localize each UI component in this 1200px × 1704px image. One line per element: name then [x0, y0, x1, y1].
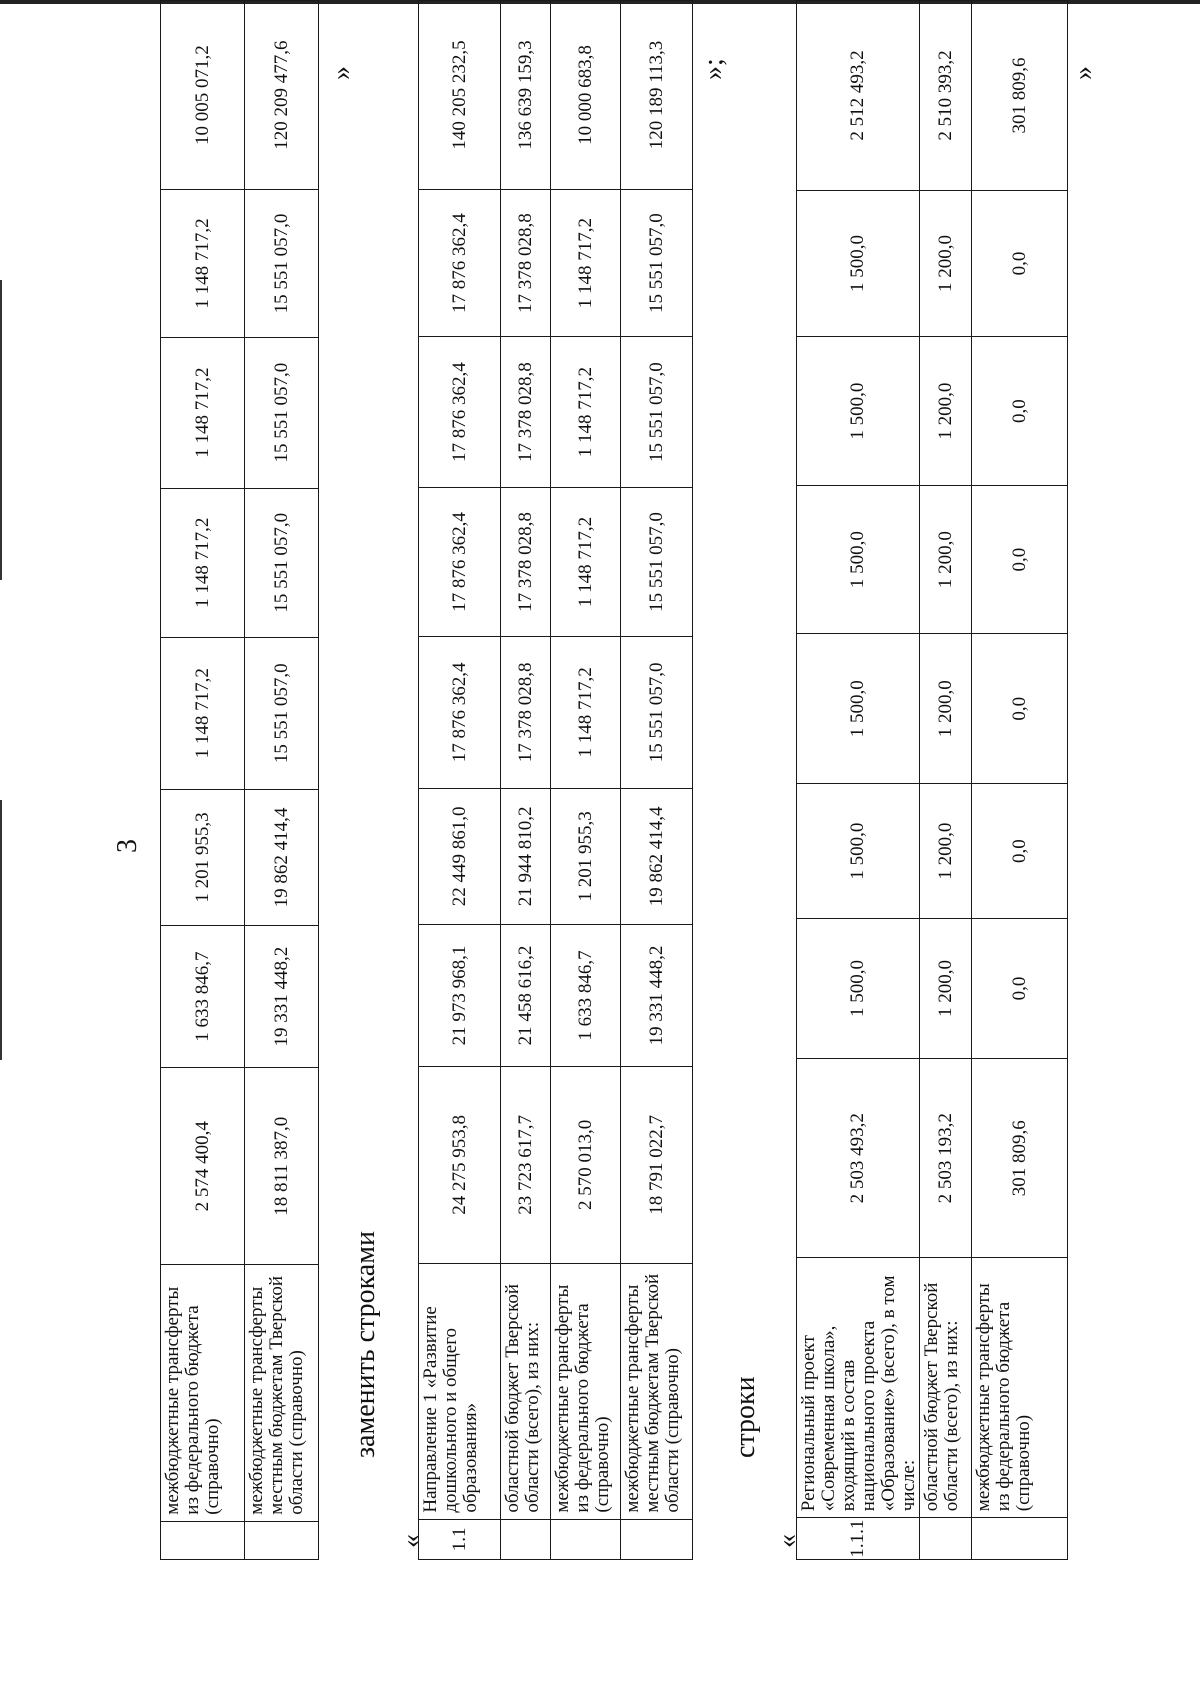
row-label: межбюджетные трансферты из федерального бюджета (справочно): [972, 1258, 1068, 1518]
cell-value: 120 189 113,3: [621, 1, 693, 190]
cell-value: 1 148 717,2: [551, 337, 621, 488]
cell-value: 0,0: [972, 918, 1068, 1058]
table-top: [160, 0, 319, 1560]
cell-value: 15 551 057,0: [621, 189, 693, 336]
cell-value: 21 458 616,2: [501, 925, 551, 1067]
row-label: межбюджетные трансферты из федерального бюджета (справочно): [161, 1265, 245, 1521]
cell-value: 1 148 717,2: [161, 190, 245, 337]
cell-value: 2 503 493,2: [797, 1059, 920, 1258]
cell-value: 1 148 717,2: [551, 488, 621, 637]
cell-value: 1 633 846,7: [161, 926, 245, 1068]
closing-quote: »: [326, 66, 357, 80]
cell-value: 17 876 362,4: [419, 637, 501, 789]
cell-value: 23 723 617,7: [501, 1066, 551, 1263]
cell-value: 1 200,0: [920, 918, 972, 1058]
cell-value: 2 510 393,2: [920, 1, 972, 191]
table-row: [419, 1, 501, 1560]
table-row: [920, 1, 972, 1560]
cell-value: 1 633 846,7: [551, 925, 621, 1067]
table-row: [621, 1, 693, 1560]
table-replacement: [418, 0, 693, 1560]
cell-value: 15 551 057,0: [621, 637, 693, 789]
cell-value: 1 500,0: [797, 191, 920, 337]
cell-value: 1 500,0: [797, 633, 920, 783]
cell-value: 19 862 414,4: [245, 789, 319, 925]
cell-value: 1 201 955,3: [551, 788, 621, 924]
row-number: [245, 1521, 319, 1559]
cell-value: 0,0: [972, 336, 1068, 486]
cell-value: 1 500,0: [797, 784, 920, 919]
row-label: межбюджетные трансферты местным бюджетам Тверской области (справочно): [621, 1263, 693, 1519]
cell-value: 17 876 362,4: [419, 488, 501, 637]
page-number: 3: [112, 839, 143, 853]
cell-value: 1 201 955,3: [161, 789, 245, 925]
row-number: 1.1.1: [797, 1518, 920, 1560]
cell-value: 10 005 071,2: [161, 1, 245, 190]
cell-value: 1 200,0: [920, 486, 972, 634]
cell-value: 1 200,0: [920, 191, 972, 337]
cell-value: 17 378 028,8: [501, 189, 551, 336]
cell-value: 17 378 028,8: [501, 637, 551, 789]
cell-value: 1 500,0: [797, 918, 920, 1058]
cell-value: 15 551 057,0: [621, 337, 693, 488]
cell-value: 0,0: [972, 633, 1068, 783]
row-label: Региональный проект «Современная школа», входящий в состав национального проекта «Образование» (всего), в том числе:: [797, 1258, 920, 1518]
table-row: [551, 1, 621, 1560]
row-number: [621, 1519, 693, 1559]
row-label: областной бюджет Тверской области (всего), из них:: [501, 1263, 551, 1519]
replace-heading: заменить строками: [350, 1231, 381, 1458]
row-number: [551, 1519, 621, 1559]
cell-value: 1 200,0: [920, 633, 972, 783]
cell-value: 17 876 362,4: [419, 189, 501, 336]
cell-value: 17 378 028,8: [501, 337, 551, 488]
row-label: межбюджетные трансферты из федерального бюджета (справочно): [551, 1263, 621, 1519]
row-number: [972, 1518, 1068, 1560]
row-number: 1.1: [419, 1519, 501, 1559]
table-lines: [796, 0, 1068, 1560]
row-number: [920, 1518, 972, 1560]
cell-value: 301 809,6: [972, 1, 1068, 191]
cell-value: 21 944 810,2: [501, 788, 551, 924]
cell-value: 0,0: [972, 784, 1068, 919]
table-row: [797, 1, 920, 1560]
table-row: [161, 1, 245, 1560]
cell-value: 2 512 493,2: [797, 1, 920, 191]
cell-value: 15 551 057,0: [621, 488, 693, 637]
opening-quote: «: [772, 1534, 803, 1548]
cell-value: 2 570 013,0: [551, 1066, 621, 1263]
cell-value: 1 148 717,2: [161, 488, 245, 637]
cell-value: 0,0: [972, 191, 1068, 337]
closing-quote: »: [1068, 66, 1099, 80]
cell-value: 2 503 193,2: [920, 1059, 972, 1258]
cell-value: 0,0: [972, 486, 1068, 634]
cell-value: 1 200,0: [920, 336, 972, 486]
row-number: [161, 1521, 245, 1559]
cell-value: 1 148 717,2: [161, 337, 245, 488]
cell-value: 2 574 400,4: [161, 1068, 245, 1265]
cell-value: 15 551 057,0: [245, 637, 319, 789]
cell-value: 19 331 448,2: [245, 926, 319, 1068]
row-label: Направление 1 «Развитие дошкольного и общего образования»: [419, 1263, 501, 1519]
cell-value: 1 148 717,2: [551, 189, 621, 336]
cell-value: 1 200,0: [920, 784, 972, 919]
cell-value: 17 876 362,4: [419, 337, 501, 488]
opening-quote: «: [396, 1534, 427, 1548]
cell-value: 1 148 717,2: [551, 637, 621, 789]
row-label: областной бюджет Тверской области (всего), из них:: [920, 1258, 972, 1518]
cell-value: 18 791 022,7: [621, 1066, 693, 1263]
closing-quote: »;: [698, 58, 729, 80]
cell-value: 19 331 448,2: [621, 925, 693, 1067]
cell-value: 18 811 387,0: [245, 1068, 319, 1265]
table-row: [501, 1, 551, 1560]
cell-value: 1 500,0: [797, 486, 920, 634]
table-row: [245, 1, 319, 1560]
cell-value: 22 449 861,0: [419, 788, 501, 924]
cell-value: 1 148 717,2: [161, 637, 245, 789]
cell-value: 10 000 683,8: [551, 1, 621, 190]
cell-value: 120 209 477,6: [245, 1, 319, 190]
cell-value: 21 973 968,1: [419, 925, 501, 1067]
cell-value: 140 205 232,5: [419, 1, 501, 190]
cell-value: 15 551 057,0: [245, 190, 319, 337]
cell-value: 19 862 414,4: [621, 788, 693, 924]
cell-value: 15 551 057,0: [245, 337, 319, 488]
cell-value: 136 639 159,3: [501, 1, 551, 190]
cell-value: 17 378 028,8: [501, 488, 551, 637]
row-label: межбюджетные трансферты местным бюджетам Тверской области (справочно): [245, 1265, 319, 1521]
cell-value: 1 500,0: [797, 336, 920, 486]
table-row: [972, 1, 1068, 1560]
row-number: [501, 1519, 551, 1559]
cell-value: 15 551 057,0: [245, 488, 319, 637]
cell-value: 24 275 953,8: [419, 1066, 501, 1263]
rows-heading: строки: [730, 1376, 761, 1458]
cell-value: 301 809,6: [972, 1059, 1068, 1258]
